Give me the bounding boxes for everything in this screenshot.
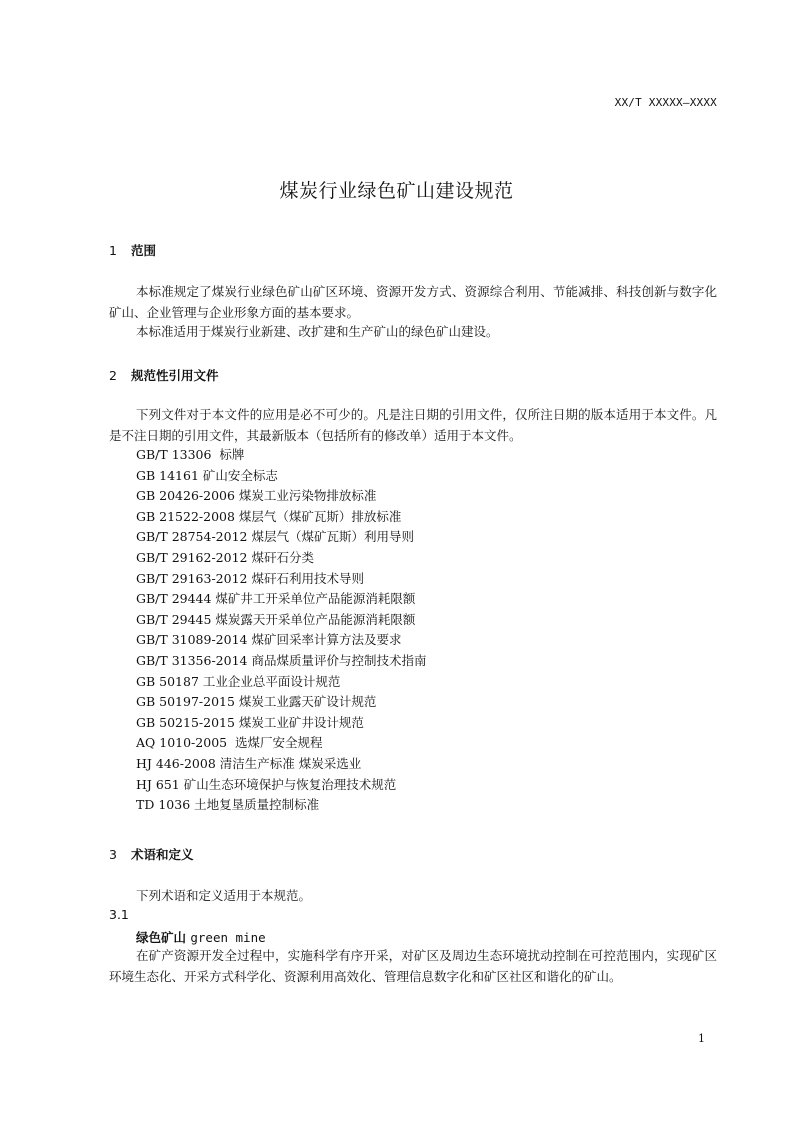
section-title: 术语和定义 — [131, 847, 194, 862]
list-item: GB 21522-2008 煤层气（煤矿瓦斯）排放标准 — [136, 508, 402, 524]
term-name-cn: 绿色矿山 — [136, 930, 187, 945]
list-item: GB/T 13306 标牌 — [136, 447, 245, 462]
list-item: GB/T 29162-2012 煤矸石分类 — [136, 549, 314, 565]
list-item: GB 50215-2015 煤炭工业矿井设计规范 — [136, 714, 364, 730]
term-name — [136, 928, 266, 946]
list-item: HJ 651 矿山生态环境保护与恢复治理技术规范 — [136, 776, 397, 792]
term-number: 3.1 — [109, 907, 129, 922]
normative-intro-paragraph: 下列文件对于本文件的应用是必不可少的。凡是注日期的引用文件，仅所注日期的版本适用于本文件。凡是不注日期的引用文件，其最新版本（包括所有的修改单）适用于本文件。 — [109, 407, 717, 443]
scope-applicability-paragraph: 本标准适用于煤炭行业新建、改扩建和生产矿山的绿色矿山建设。 — [136, 324, 499, 339]
list-item: TD 1036 土地复垦质量控制标准 — [136, 797, 320, 813]
document-code: XX/T XXXXX—XXXX — [614, 96, 717, 109]
section-heading-terms — [109, 845, 194, 863]
scope-paragraph: 本标准规定了煤炭行业绿色矿山矿区环境、资源开发方式、资源综合利用、节能减排、科技创新与数字化矿山、企业管理与企业形象方面的基本要求。 — [109, 284, 717, 320]
terms-intro-paragraph: 下列术语和定义适用于本规范。 — [136, 888, 312, 903]
list-item: GB/T 28754-2012 煤层气（煤矿瓦斯）利用导则 — [136, 529, 414, 545]
reference-list — [136, 445, 426, 816]
list-item: AQ 1010-2005 选煤厂安全规程 — [136, 735, 323, 751]
term-definition: 在矿产资源开发全过程中，实施科学有序开采，对矿区及周边生态环境扰动控制在可控范围内，实现矿区环境生态化、开采方式科学化、资源利用高效化、管理信息数字化和矿区社区和谐化的矿山。 — [109, 948, 717, 984]
section-number: 1 — [109, 243, 117, 258]
list-item: GB 50197-2015 煤炭工业露天矿设计规范 — [136, 694, 377, 710]
list-item: GB/T 29163-2012 煤矸石利用技术导则 — [136, 570, 364, 586]
list-item: HJ 446-2008 清洁生产标准 煤炭采选业 — [136, 755, 362, 771]
list-item: GB 20426-2006 煤炭工业污染物排放标准 — [136, 488, 377, 504]
list-item: GB 50187 工业企业总平面设计规范 — [136, 673, 341, 689]
list-item: GB/T 31356-2014 商品煤质量评价与控制技术指南 — [136, 652, 427, 668]
list-item: GB/T 29445 煤炭露天开采单位产品能源消耗限额 — [136, 611, 416, 627]
section-heading-scope — [109, 241, 156, 259]
term-name-en: green mine — [190, 930, 266, 945]
section-number: 3 — [109, 847, 117, 862]
list-item: GB/T 29444 煤矿井工开采单位产品能源消耗限额 — [136, 591, 416, 607]
document-title: 煤炭行业绿色矿山建设规范 — [279, 180, 514, 202]
section-heading-normative — [109, 366, 219, 384]
page-number: 1 — [698, 1032, 705, 1045]
section-title: 规范性引用文件 — [131, 368, 219, 383]
list-item: GB/T 31089-2014 煤矿回采率计算方法及要求 — [136, 632, 402, 648]
section-number: 2 — [109, 368, 117, 383]
list-item: GB 14161 矿山安全标志 — [136, 467, 278, 483]
section-title: 范围 — [131, 243, 157, 258]
